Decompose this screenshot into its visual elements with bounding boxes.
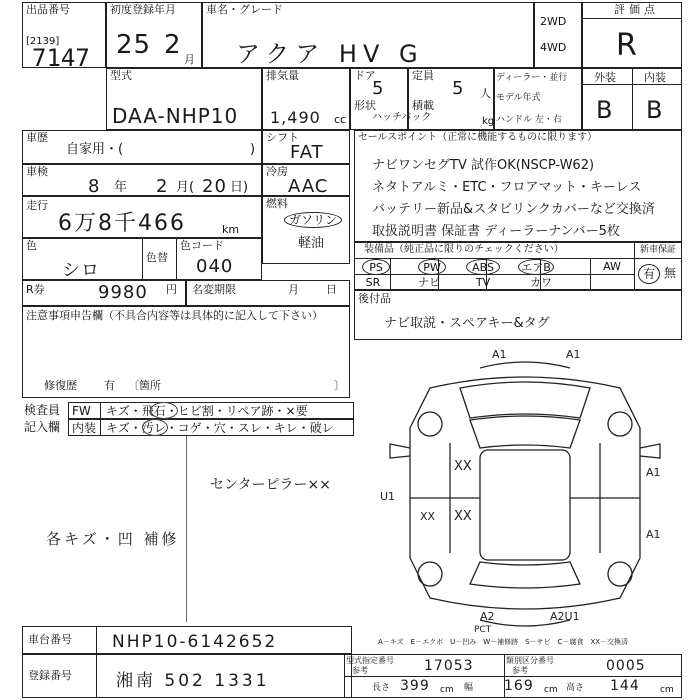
use-close: ) xyxy=(250,142,256,157)
equip-sr: SR xyxy=(365,276,381,289)
repair-label: 修復歴 xyxy=(44,379,77,392)
inspector-divider xyxy=(100,402,101,436)
grade-label: 評価点 xyxy=(614,3,659,16)
equip-tv: TV xyxy=(475,276,491,289)
drive-box xyxy=(534,2,582,68)
sales-point-line: バッテリー新品&スタビリンクカバーなど交換済 xyxy=(372,202,655,217)
use-label: 車歴 xyxy=(26,131,48,144)
class-label: 類別区分番号 xyxy=(506,656,554,665)
displacement-label: 排気量 xyxy=(266,69,299,82)
damage-mark: A1 xyxy=(566,348,581,361)
damage-mark: A2U1 xyxy=(550,610,580,623)
fuel-option-diesel: 軽油 xyxy=(298,236,325,251)
int-label: 内装 xyxy=(644,71,666,84)
shape-value: ハッチバック xyxy=(372,112,432,123)
recycle-label: R券 xyxy=(26,283,45,296)
notes-vline xyxy=(186,436,187,622)
damage-mark: A1 xyxy=(492,348,507,361)
inspector-mark-circle xyxy=(150,402,178,419)
length-label: 長さ xyxy=(372,683,391,693)
color-code-value: 040 xyxy=(196,256,234,277)
doors-value: 5 xyxy=(372,78,385,99)
load-label: 積載 xyxy=(412,99,434,112)
ext-int-divider xyxy=(632,68,633,130)
displacement-value: 1,490 xyxy=(270,108,321,127)
ext-label: 外装 xyxy=(594,71,616,84)
ext-int-hdivider xyxy=(582,84,682,85)
inspection-label: 車検 xyxy=(26,165,48,178)
equip-leather: カワ xyxy=(530,276,552,289)
seats-unit: 人 xyxy=(480,87,491,100)
equip-col-line xyxy=(390,258,391,290)
inspector-label-1: 検査員 xyxy=(24,403,61,417)
sales-point-line: 取扱説明書 保証書 ディーラーナンバー5枚 xyxy=(372,224,620,239)
damage-mark: XX xyxy=(420,510,436,523)
ac-label: 冷房 xyxy=(266,165,288,178)
drive-4wd: 4WD xyxy=(540,41,567,54)
aftermarket-value: ナビ取説・スペアキー&タグ xyxy=(384,316,550,331)
type-cert-label: 型式指定番号 xyxy=(346,656,394,665)
lot-number: 7147 xyxy=(32,44,90,72)
inspection-month: 2 xyxy=(156,176,169,197)
fuel-label: 燃料 xyxy=(266,197,288,210)
new-car-warranty-label: 新車保証 xyxy=(640,245,677,255)
class-value: 0005 xyxy=(606,658,646,674)
name-value: アクア HV G xyxy=(236,40,424,68)
mileage-value: 6万8千466 xyxy=(58,211,186,236)
repair-value: 有 xyxy=(104,379,115,392)
chassis-label: 車台番号 xyxy=(28,633,72,646)
drive-2wd: 2WD xyxy=(540,15,567,28)
damage-mark: A1 xyxy=(646,466,661,479)
tone-label: 色替 xyxy=(146,251,168,264)
dealer-label: ディーラー・並行 xyxy=(496,73,568,83)
damage-mark: PCT xyxy=(474,625,492,635)
length-cm: cm xyxy=(440,685,454,695)
equip-ps: PS xyxy=(362,259,390,275)
mileage-label: 走行 xyxy=(26,199,48,212)
inspector-label-2: 記入欄 xyxy=(24,420,61,434)
handle-label: ハンドル 左・右 xyxy=(496,115,562,125)
height-cm: cm xyxy=(660,685,674,695)
chassis-value: NHP10-6142652 xyxy=(112,632,278,652)
inspection-day: 20 xyxy=(202,176,227,197)
shape-label: 形状 xyxy=(354,99,376,112)
inspection-close: 日) xyxy=(230,180,249,195)
inspection-year-unit: 年 xyxy=(114,180,128,195)
color-divider xyxy=(142,238,143,280)
model-label: 型式 xyxy=(110,69,132,82)
model-value: DAA-NHP10 xyxy=(112,104,239,128)
sales-points-title: セールスポイント（正常に機能するものに限ります） xyxy=(358,132,598,143)
damage-mark: XX xyxy=(454,509,472,524)
first-reg-label: 初度登録年月 xyxy=(110,3,176,16)
type-cert-ref: 参考 xyxy=(352,666,368,675)
height-value: 144 xyxy=(610,678,640,694)
color-divider2 xyxy=(176,238,177,280)
sales-point-line: ネタトアルミ・ETC・フロアマット・キーレス xyxy=(372,180,642,195)
grade-value: R xyxy=(616,28,638,63)
fuel-option-gasoline: ガソリン xyxy=(284,212,342,228)
ac-value: AAC xyxy=(288,176,329,197)
color-label: 色 xyxy=(26,239,37,252)
name-change-month: 月 xyxy=(288,283,299,296)
sales-point-line: ナビワンセグTV 試作OK(NSCP-W62) xyxy=(372,158,595,173)
seats-value: 5 xyxy=(452,78,465,99)
displacement-unit: cc xyxy=(334,113,347,126)
equip-col-line xyxy=(590,258,591,290)
name-change-day: 日 xyxy=(326,283,337,296)
aftermarket-label: 後付品 xyxy=(358,292,391,305)
inspection-day-unit: 月( xyxy=(176,180,195,195)
shift-label: シフト xyxy=(266,131,299,144)
width-cm: cm xyxy=(544,685,558,695)
damage-mark: A2 xyxy=(480,610,495,623)
inspection-year: 8 xyxy=(88,176,101,197)
first-reg-year: 25 xyxy=(116,30,152,60)
equip-navi: ナビ xyxy=(418,276,440,289)
inspector-mark-circle xyxy=(142,419,168,436)
equip-airbag: エアB xyxy=(518,259,554,275)
use-value: 自家用・( xyxy=(66,142,124,157)
usage-box xyxy=(22,130,262,164)
seats-label: 定員 xyxy=(412,69,434,82)
equip-pw: PW xyxy=(418,259,446,275)
inspector-row1-items: キズ・飛石・ヒビ割・リペア跡・×要 xyxy=(106,404,308,418)
lot-label: 出品番号 xyxy=(26,3,70,16)
mileage-unit: km xyxy=(222,223,240,236)
damage-mark: U1 xyxy=(380,490,396,503)
equipment-title: 装備品（純正品に限りのチェックください） xyxy=(364,244,564,255)
warranty-yes: 有 xyxy=(638,264,660,284)
lot-sub: [2139] xyxy=(26,36,60,47)
model-year-label: モデル年式 xyxy=(496,93,541,103)
width-label: 幅 xyxy=(464,683,474,693)
car-damage-diagram xyxy=(370,348,680,640)
damage-mark: XX xyxy=(454,459,472,474)
diagram-legend: A－キズ E－エクボ U－凹み W－補修跡 S－サビ C－腐食 XX－交換済 xyxy=(378,638,629,646)
plate-label: 登録番号 xyxy=(28,669,72,682)
damage-mark: A1 xyxy=(646,528,661,541)
recycle-unit: 円 xyxy=(166,283,177,296)
equip-abs: ABS xyxy=(466,259,500,275)
load-unit: kg xyxy=(482,116,495,127)
first-reg-month: 2 xyxy=(164,30,182,60)
plate-value: 湘南 502 1331 xyxy=(116,671,270,691)
doors-label: ドア xyxy=(354,69,376,82)
inspector-row2-items: キズ・汚レ・コゲ・穴・スレ・キレ・破レ xyxy=(106,421,334,435)
color-value: シロ xyxy=(62,260,100,281)
warranty-no: 無 xyxy=(663,266,676,280)
notes-label: 注意事項申告欄（不具合内容等は具体的に記入して下さい） xyxy=(26,309,323,322)
chassis-divider xyxy=(96,626,97,654)
ext-value: B xyxy=(596,96,614,124)
length-value: 399 xyxy=(400,678,430,694)
shift-value: FAT xyxy=(290,142,324,163)
recycle-value: 9980 xyxy=(98,282,148,303)
inspector-note-1: センターピラー×× xyxy=(210,477,331,493)
repair-close: 〕 xyxy=(334,379,345,392)
equip-row-line xyxy=(354,258,682,259)
grade-divider xyxy=(582,18,682,19)
color-code-label: 色コード xyxy=(180,239,224,252)
equip-col-line xyxy=(634,242,635,290)
name-label: 車名・グレード xyxy=(206,3,283,16)
inspector-note-2: 各キズ・凹 補修 xyxy=(46,530,180,548)
class-ref: 参考 xyxy=(512,666,528,675)
inspector-fw: FW xyxy=(72,404,91,418)
int-value: B xyxy=(646,96,664,124)
plate-divider xyxy=(96,654,97,698)
height-label: 高さ xyxy=(566,683,585,693)
name-change-label: 名変期限 xyxy=(192,283,236,296)
first-reg-month-unit: 月 xyxy=(184,53,195,66)
inspector-interior: 内装 xyxy=(72,421,97,435)
equip-aw: AW xyxy=(603,260,621,273)
width-value: 169 xyxy=(504,678,534,694)
repair-place: 〔箇所 xyxy=(128,379,161,392)
type-cert-value: 17053 xyxy=(424,658,474,674)
